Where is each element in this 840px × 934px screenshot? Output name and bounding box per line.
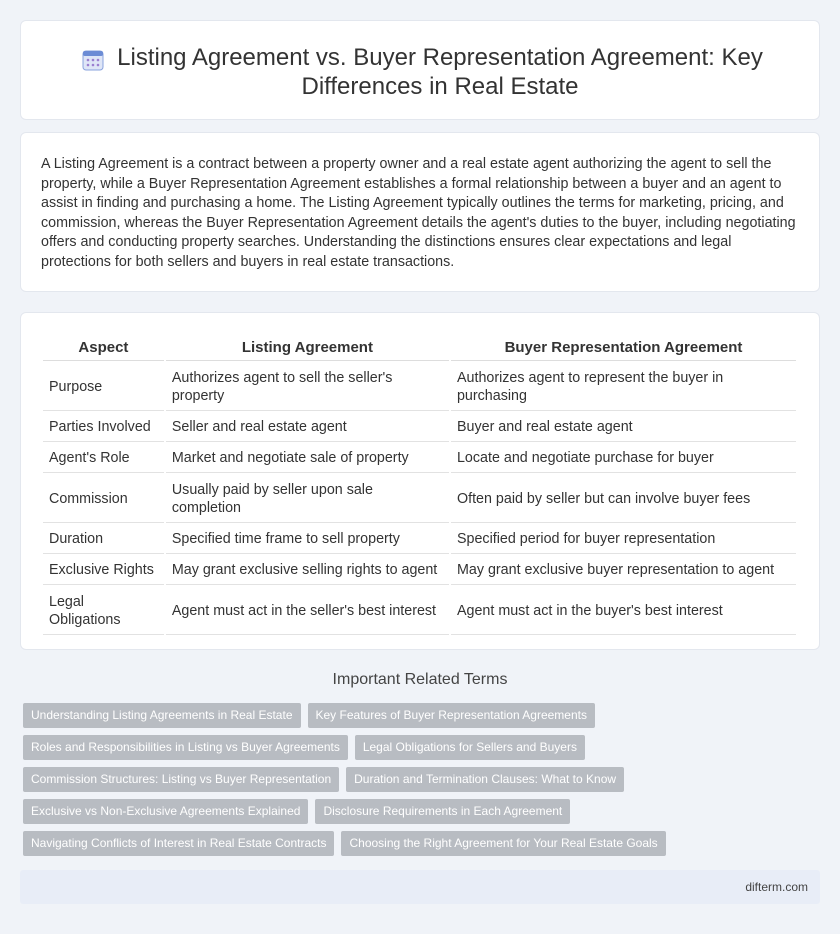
table-cell: May grant exclusive buyer representation to agent (451, 556, 796, 585)
intro-card (20, 132, 820, 292)
related-term-tag[interactable]: Roles and Responsibilities in Listing vs Buyer Agreements (23, 735, 348, 760)
table-row (43, 444, 796, 473)
title-wrap (61, 43, 779, 101)
table-row (43, 363, 796, 411)
table-cell: Exclusive Rights (43, 556, 164, 585)
table-cell: Locate and negotiate purchase for buyer (451, 444, 796, 473)
related-term-tag[interactable]: Duration and Termination Clauses: What to Know (346, 767, 624, 792)
table-cell: Often paid by seller but can involve buyer fees (451, 475, 796, 523)
intro-paragraph: A Listing Agreement is a contract between a property owner and a real estate agent authorizing the agent to sell the property, while a Buyer Representation Agreement establishes a formal relationship between a buyer and an agent to assist in finding and purchasing a home. The Listing Agreement typically outlines the terms for marketing, pricing, and commission, whereas the Buyer Representation Agreement details the agent's duties to the buyer, including negotiating offers and conducting property searches. Understanding the distinctions ensures clear expectations and legal protections for both sellers and buyers in real estate transactions. (41, 156, 796, 270)
related-term-tag[interactable]: Commission Structures: Listing vs Buyer Representation (23, 767, 339, 792)
table-cell: Duration (43, 525, 164, 554)
related-term-tag[interactable]: Disclosure Requirements in Each Agreement (315, 799, 570, 824)
page-title: Listing Agreement vs. Buyer Representation Agreement: Key Differences in Real Estate (117, 44, 763, 100)
table-cell: Authorizes agent to sell the seller's property (166, 363, 449, 411)
header-buyer: Buyer Representation Agreement (451, 335, 796, 361)
header-aspect: Aspect (43, 335, 164, 361)
table-cell: Seller and real estate agent (166, 413, 449, 442)
footer-bar (20, 870, 820, 904)
table-cell: Legal Obligations (43, 587, 164, 635)
table-cell: Market and negotiate sale of property (166, 444, 449, 473)
table-cell: Specified period for buyer representation (451, 525, 796, 554)
related-term-tag[interactable]: Understanding Listing Agreements in Real Estate (23, 703, 301, 728)
related-term-tag[interactable]: Key Features of Buyer Representation Agreements (308, 703, 595, 728)
table-cell: Agent must act in the buyer's best interest (451, 587, 796, 635)
footer-site-name[interactable]: difterm.com (745, 880, 808, 894)
table-row (43, 556, 796, 585)
table-row (43, 475, 796, 523)
table-cell: Usually paid by seller upon sale completion (166, 475, 449, 523)
comparison-table (41, 333, 798, 637)
table-row (43, 587, 796, 635)
table-row (43, 413, 796, 442)
table-cell: Agent must act in the seller's best interest (166, 587, 449, 635)
related-term-tag[interactable]: Legal Obligations for Sellers and Buyers (355, 735, 585, 760)
related-term-tag[interactable]: Navigating Conflicts of Interest in Real Estate Contracts (23, 831, 334, 856)
table-cell: Commission (43, 475, 164, 523)
table-cell: Purpose (43, 363, 164, 411)
comparison-table-card (20, 312, 820, 650)
related-terms-tags (23, 703, 803, 863)
table-cell: Parties Involved (43, 413, 164, 442)
table-header-row (43, 335, 796, 361)
table-cell: May grant exclusive selling rights to agent (166, 556, 449, 585)
table-cell: Specified time frame to sell property (166, 525, 449, 554)
related-term-tag[interactable]: Choosing the Right Agreement for Your Real Estate Goals (341, 831, 665, 856)
table-cell: Buyer and real estate agent (451, 413, 796, 442)
header-card (20, 20, 820, 120)
related-terms-title: Important Related Terms (332, 671, 508, 688)
table-cell: Authorizes agent to represent the buyer in purchasing (451, 363, 796, 411)
table-row (43, 525, 796, 554)
related-term-tag[interactable]: Exclusive vs Non-Exclusive Agreements Explained (23, 799, 308, 824)
table-cell: Agent's Role (43, 444, 164, 473)
header-listing: Listing Agreement (166, 335, 449, 361)
